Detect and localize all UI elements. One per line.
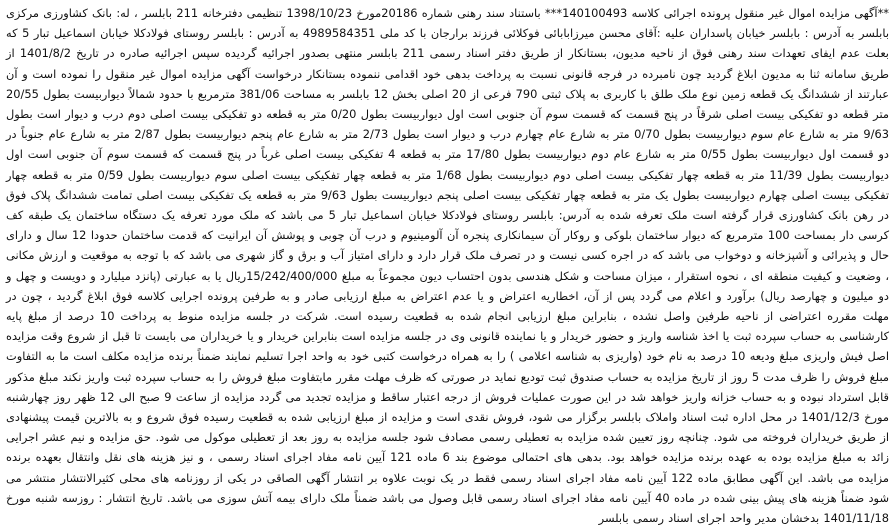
auction-notice-text: **آگهی مزایده اموال غیر منقول پرونده اجرائی کلاسه 140100493*** باستناد سند رهنی شماره 20186مورخ 1398/10/23 تنظیمی دفترخانه 211 بابلسر ، له: بانک کشاورزی مرکزی بابلسر به آدرس : بابلسر خیابان پاسداران علیه :آقای محسن میرزابابائی فوکلائی فرزند برارجان با کد ملی 4989584351 به آدرس : بابلسر روستای فولادکلا خیابان اسماعیل تبار 5 که بعلت عدم ایفای تعهدات سند رهنی فوق از ناحیه مدیون، بستانکار از طریق دفتر اسناد رسمی 211 بابلسر منتهی بصدور اجرائیه گردیده سپس اجرائیه صادره در تاریخ 1401/8/2 از طریق سامانه ثنا به مدیون ابلاغ گردید چون نامبرده در فرجه قانونی نسبت به پرداخت بدهی خود اقدامی ننموده بستانکار درخواست آگهی مزایده اموال غیر منقول را نموده است و آن عبارتند از ششدانگ یک قطعه زمین نوع ملک طلق با کاربری به پلاک ثبتی 790 فرعی از 20 اصلی بخش 12 بابلسر به مساحت 381/06 مترمربع با حدود شمالاً دیواربیست بطول 20/55 متر قطعه دو تفکیکی بیست اصلی شرقاً در پنج قسمت که قسمت سوم آن جنوبی است اول دیواربیست بطول 0/20 متر به قطعه دو تفکیکی بیست اصلی دوم درب و دیوار است بطول 9/63 متر به شارع عام سوم دیواربیست بطول 0/70 متر به شارع عام چهارم درب و دیوار است بطول 2/73 متر به شارع عام پنجم دیواربیست بطول 2/87 متر به شارع عام جنوباً در دو قسمت اول دیواربیست بطول 0/55 متر به شارع عام دوم دیواربیست بطول 17/80 متر به قطعه 4 تفکیکی بیست اصلی غرباً در پنج قسمت که قسمت سوم آن جنوبی است اول دیواربیست بطول 11/39 متر به قطعه چهار تفکیکی بیست اصلی دوم دیواربیست بطول 1/68 متر به قطعه چهار تفکیکی بیست اصلی سوم دیواربیست بطول 0/59 متر به قطعه چهار تفکیکی بیست اصلی چهارم دیواربیست بطول یک متر به قطعه چهار تفکیکی بیست اصلی پنجم دیواربیست بطول 9/63 متر به قطعه یک تفکیکی بیست اصلی تمامت ششدانگ پلاک فوق در رهن بانک کشاورزی قرار گرفته است ملک تعرفه شده به آدرس: بابلسر روستای فولادکلا خیابان اسماعیل تبار 5 می باشد که ملک مورد تعرفه یک دستگاه ساختمان یک طبقه کف کرسی دار بمساحت 100 مترمربع که دیوار ساختمان بلوکی و روکار آن سیمانکاری پنجره آن آلومینیوم و درب آن چوبی و پوشش آن ایرانیت که قدمت ساختمان حدودا 12 سال و دارای حال و پذیرائی و آشپزخانه و دوخواب می باشد که در اجره کسی نیست و در تصرف ملک قرار دارد و دارای امتیاز آب و برق و گاز شهری می باشد که با توجه به موقعیت و ارزش مکانی ، وضعیت و کیفیت منطقه ای ، نحوه استقرار ، میزان مساحت و شکل هندسی بدون احتساب دیون مجموعاً به مبلغ 15/242/400/000ریال یا به عبارتی (پانزد میلیارد و دویست و چهل و دو میلیون و چهارصد ریال) برآورد و اعلام می گردد پس از آن، اخطاریه اعتراض و یا عدم اعتراض به مبلغ ارزیابی صادر و به طرفین پرونده اجرایی کلاسه فوق ابلاغ گردید ، چون در مهلت مقرره اعتراضی از ناحیه طرفین واصل نشده ، بنابراین مبلغ ارزیابی انجام شده به قطعیت رسیده است. شرکت در جلسه مزایده منوط به پرداخت 10 درصد از مبلغ پایه کارشناسی به حساب سپرده ثبت یا اخذ شناسه واریز و حضور خریدار و یا نماینده قانونی وی در جلسه مزایده است بنابراین خریدار و یا خریداران می بایست تا قبل از شروع وقت مزایده اصل فیش واریزی مبلغ ودیعه 10 درصد به نام خود (واریزی به شناسه اعلامی ) را به همراه درخواست کتبی خود به واحد اجرا تسلیم نمایند ضمناً برنده مزایده مکلف است ما به التفاوت مبلغ فروش را ظرف مدت 5 روز از تاریخ مزایده به حساب صندوق ثبت تودیع نماید در صورتی که ظرف مهلت مقرر مابتفاوت مبلغ فروش را به حساب سپرده ثبت واریز نکند مبلغ مذکور قابل استرداد نبوده و به حساب خزانه واریز خواهد شد در این صورت عملیات فروش از درجه اعتبار ساقط و مزایده تجدید می گردد مزایده از ساعت 9 صبح الی 12 ظهر روز چهارشنبه مورخ 1401/12/3 در محل اداره ثبت اسناد واملاک بابلسر برگزار می شود، فروش نقدی است و مزایده از مبلغ ارزیابی شده به قطعیت رسیده فوق شروع و به بالاترین قیمت پیشنهادی از طریق خریداران فروخته می شود. چنانچه روز تعیین شده مزایده به تعطیلی رسمی مصادف شود جلسه مزایده به روز بعد از تعطیلی موکول می شود. حق مزایده و نیم عشر اجرایی زائد به مبلغ مزایده بوده به عهده برنده مزایده خواهد بود. بدهی های احتمالی موضوع بند 6 ماده 121 آیین نامه مفاد اجرای اسناد رسمی ، و نیز هزینه های نقل وانتقال بعهده برنده مزایده می باشد. این آگهی مطابق ماده 122 آیین نامه مفاد اجرای اسناد رسمی فقط در یک نوبت علاوه بر انتشار آگهی الصاقی در یکی از روزنامه های محلی کثیرالانتشار منتشر می شود ضمناً هزینه های پیش بینی شده در ماده 40 آیین نامه مفاد اجرای اسناد رسمی قابل وصول می باشد ضمناً ملک دارای بیمه آتش سوزی می باشد. تاریخ انتشار : روزسه شنبه مورخ 1401/11/18 بدخشان مدیر واحد اجرای اسناد رسمی بابلسر bbox=[6, 6, 890, 526]
